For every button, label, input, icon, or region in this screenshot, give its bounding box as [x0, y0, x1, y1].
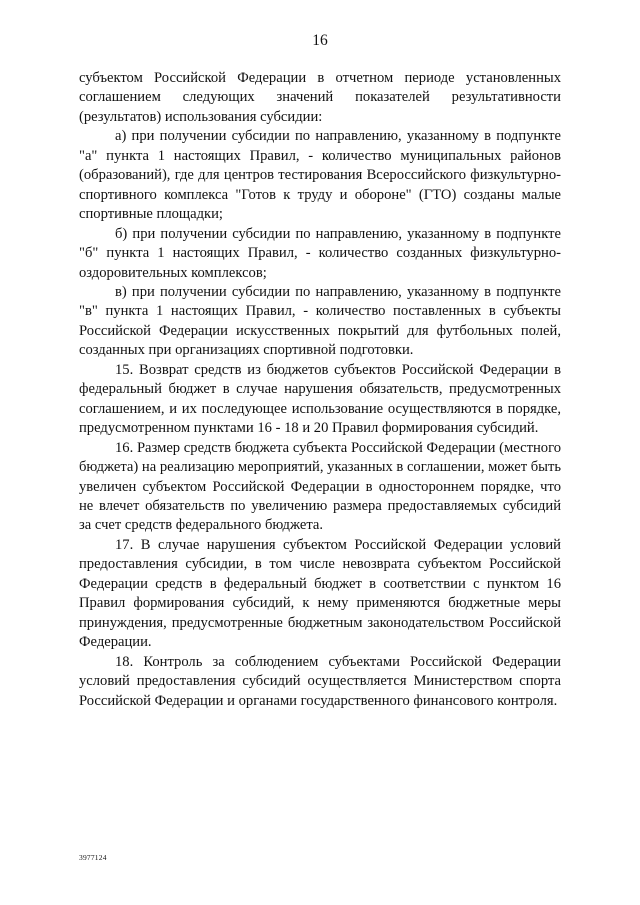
- paragraph-15: 15. Возврат средств из бюджетов субъектов Российской Федерации в федеральный бюджет в случае нарушения обязательств, предусмотренных соглашением, и их последующее использование осуществляются в порядке, предусмотренном пунктами 16 - 18 и 20 Правил формирования субсидий.: [79, 361, 561, 437]
- paragraph-16: 16. Размер средств бюджета субъекта Российской Федерации (местного бюджета) на реализацию мероприятий, указанных в соглашении, может быть увеличен субъектом Российской Федерации в одностороннем порядке, что не влечет обязательств по увеличению размера предоставляемых субсидий за счет средств федерального бюджета.: [79, 439, 561, 534]
- document-body: [79, 69, 561, 711]
- paragraph-17: 17. В случае нарушения субъектом Российской Федерации условий предоставления субсидии, в том числе невозврата субъектом Российской Федерации средств в федеральный бюджет в соответствии с пунктом 16 Правил формирования субсидий, к нему применяются бюджетные меры принуждения, предусмотренные бюджетным законодательством Российской Федерации.: [79, 536, 561, 651]
- paragraph-item-a: а) при получении субсидии по направлению, указанному в подпункте "а" пункта 1 настоящих Правил, - количество муниципальных районов (образований), где для центров тестирования Всероссийского физкультурно-спортивного комплекса "Готов к труду и обороне" (ГТО) созданы малые спортивные площадки;: [79, 128, 561, 223]
- paragraph-item-v: в) при получении субсидии по направлению, указанному в подпункте "в" пункта 1 настоящих Правил, - количество поставленных в субъекты Российской Федерации искусственных покрытий для футбольных полей, созданных при организациях спортивной подготовки.: [79, 283, 561, 359]
- paragraph-item-b: б) при получении субсидии по направлению, указанному в подпункте "б" пункта 1 настоящих Правил, - количество созданных физкультурно-оздоровительных комплексов;: [79, 225, 561, 281]
- paragraph-18: 18. Контроль за соблюдением субъектами Российской Федерации условий предоставления субсидий осуществляется Министерством спорта Российской Федерации и органами государственного финансового контроля.: [79, 653, 561, 709]
- paragraph-continuation: субъектом Российской Федерации в отчетном периоде установленных соглашением следующих значений показателей результативности (результатов) использования субсидии:: [79, 70, 561, 125]
- document-code: 3977124: [79, 853, 107, 862]
- page-number: 16: [312, 32, 328, 49]
